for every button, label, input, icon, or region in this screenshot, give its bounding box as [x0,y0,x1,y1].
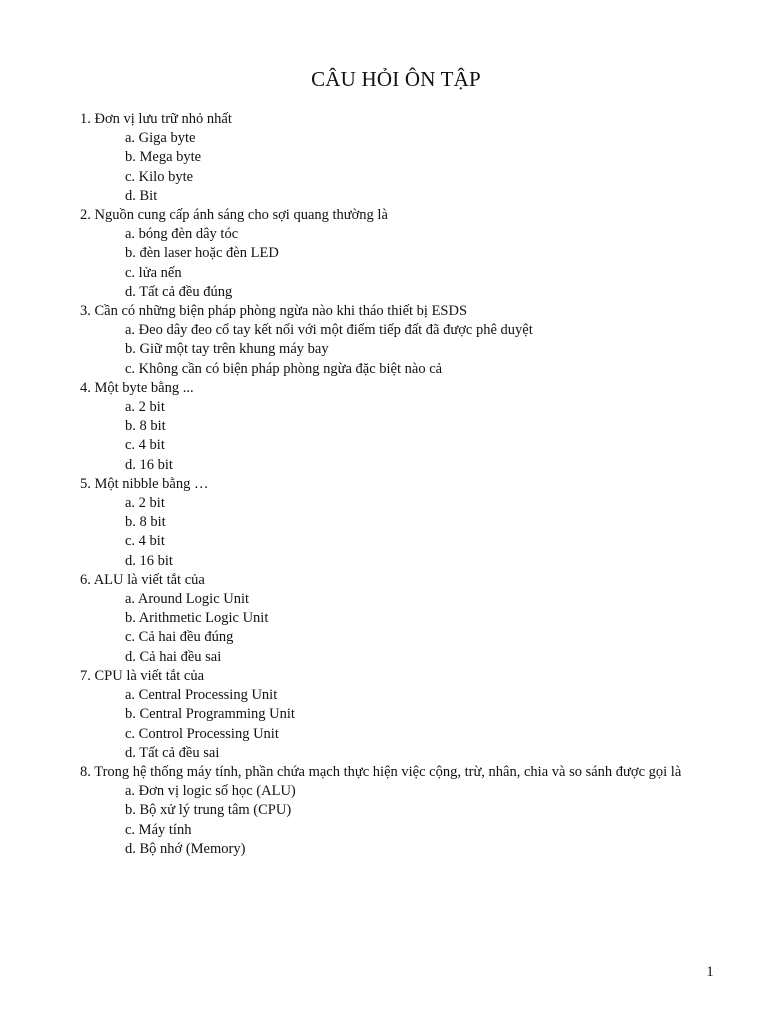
question-text: 1. Đơn vị lưu trữ nhỏ nhất [80,111,232,127]
option-b: b. 8 bit [125,418,166,435]
option-list [80,590,700,667]
option-a: a. 2 bit [125,495,165,512]
question-text: 5. Một nibble bằng … [80,475,209,492]
question-6 [80,571,700,667]
option-c: c. Không cần có biện pháp phòng ngừa đặc biệt nào cả [125,360,443,377]
question-8 [80,763,700,859]
option-d: d. 16 bit [125,456,173,473]
option-list [80,494,700,571]
question-text: 6. ALU là viết tắt của [80,571,205,588]
option-c: c. Kilo byte [125,168,194,185]
option-c: c. lửa nến [125,264,182,281]
option-a: a. Đeo dây đeo cổ tay kết nối với một điểm tiếp đất đã được phê duyệt [125,322,533,339]
page-number: 1 [706,964,714,980]
question-text: 4. Một byte bằng ... [80,379,194,396]
option-list [80,225,700,302]
option-c: c. Control Processing Unit [125,725,279,742]
option-b: b. 8 bit [125,514,166,531]
option-a: a. Đơn vị logic số học (ALU) [125,783,296,800]
option-list [80,129,700,206]
question-text: 8. Trong hệ thống máy tính, phần chứa mạch thực hiện việc cộng, trừ, nhân, chia và so sánh được gọi là [80,763,682,780]
option-d: d. Cả hai đều sai [125,648,222,665]
question-1 [80,110,700,206]
question-text: 2. Nguồn cung cấp ánh sáng cho sợi quang thường là [80,207,388,224]
question-text: 3. Cần có những biện pháp phòng ngừa nào khi tháo thiết bị ESDS [80,303,468,320]
option-c: c. 4 bit [125,437,165,454]
option-a: a. Around Logic Unit [125,591,250,608]
option-a: a. Giga byte [125,130,196,147]
question-2 [80,206,700,302]
option-b: b. Central Programming Unit [125,706,295,723]
option-d: d. Tất cả đều sai [125,744,220,761]
question-4 [80,379,700,475]
option-a: a. 2 bit [125,399,165,416]
option-list [80,782,700,859]
option-c: c. Cả hai đều đúng [125,629,234,646]
question-7 [80,667,700,763]
option-d: d. Tất cả đều đúng [125,283,233,300]
option-b: b. Arithmetic Logic Unit [125,610,269,627]
option-d: d. 16 bit [125,552,173,569]
option-list [80,321,700,379]
question-5 [80,475,700,571]
option-b: b. Giữ một tay trên khung máy bay [125,341,329,358]
document-title: CÂU HỎI ÔN TẬP [311,67,481,91]
question-list [80,110,700,859]
option-a: a. bóng đèn dây tóc [125,226,239,243]
question-text: 7. CPU là viết tắt của [80,667,205,684]
option-b: b. Bộ xử lý trung tâm (CPU) [125,802,292,819]
question-3 [80,302,700,379]
option-d: d. Bộ nhớ (Memory) [125,840,246,857]
option-list [80,398,700,475]
option-b: b. Mega byte [125,149,202,166]
option-d: d. Bit [125,187,158,204]
option-a: a. Central Processing Unit [125,687,278,704]
option-b: b. đèn laser hoặc đèn LED [125,245,279,262]
option-c: c. Máy tính [125,821,192,838]
option-list [80,686,700,763]
option-c: c. 4 bit [125,533,165,550]
